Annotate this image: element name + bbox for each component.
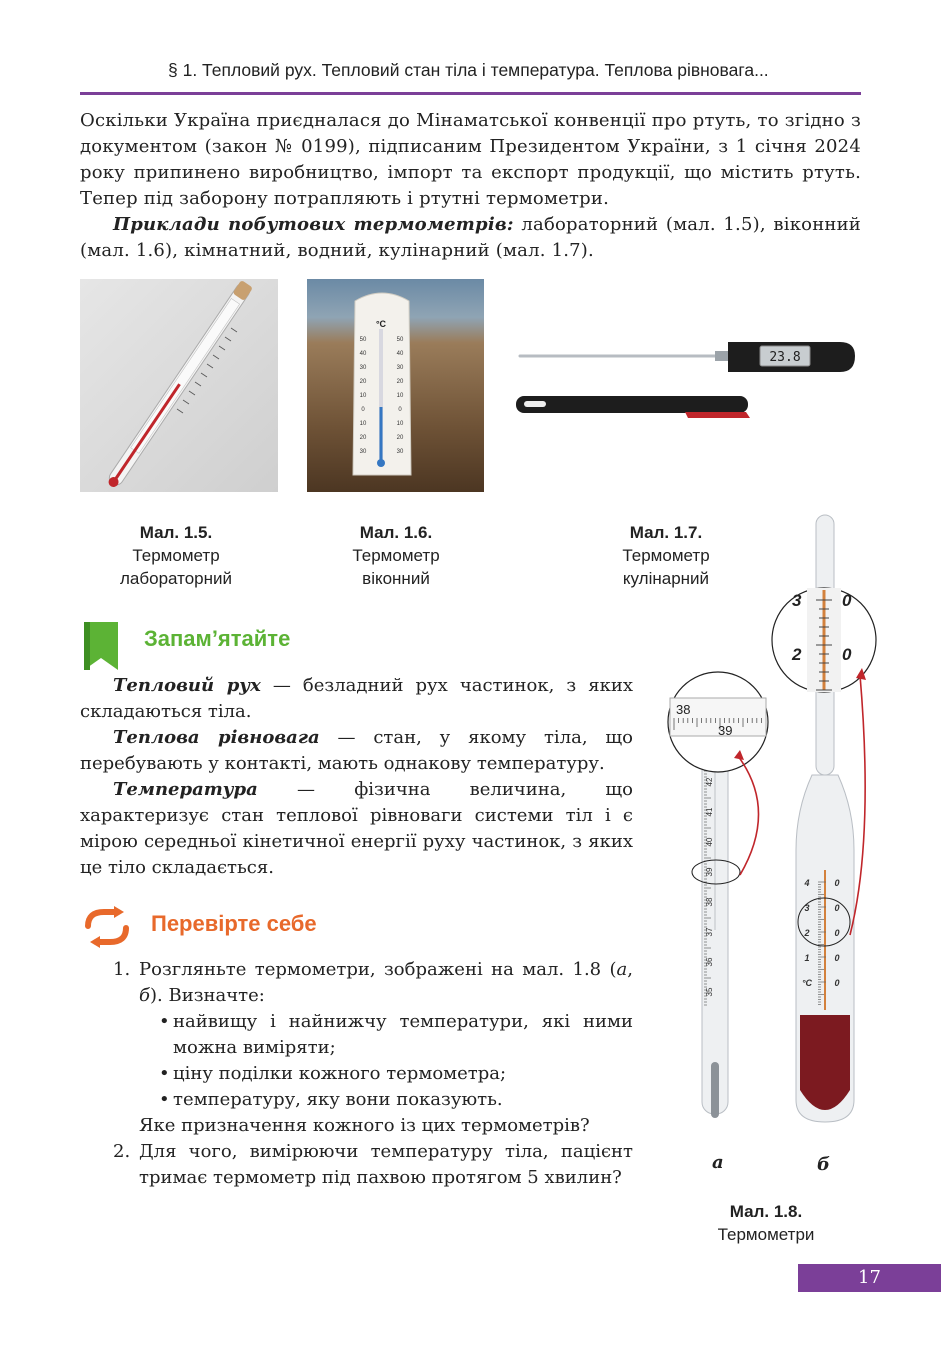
definition-text: — фізична величина, що характеризує стан теплової рівноваги системи тіл і є мірою середньої кінетичної енергії руху частинок, з яких це тіло складається. bbox=[80, 779, 633, 878]
zoom-b-label: 3 bbox=[792, 591, 802, 610]
question-text: Для чого, вимірюючи температуру тіла, пацієнт тримає термометр під пахвою протягом 5 хвилин? bbox=[139, 1141, 633, 1188]
figure-number: Мал. 1.6. bbox=[359, 523, 433, 542]
scale-label: 42 bbox=[705, 777, 714, 787]
culinary-display-value: 23.8 bbox=[769, 350, 801, 365]
scale-label: °C bbox=[801, 978, 813, 988]
figure-number: Мал. 1.8. bbox=[729, 1202, 803, 1221]
scale-label: 37 bbox=[705, 927, 714, 937]
remember-title: Запам’ятайте bbox=[144, 626, 291, 651]
scale-label: 50 bbox=[359, 337, 367, 343]
definition-text: — стан, у якому тіла, що перебувають у контакті, мають однакову температуру. bbox=[80, 727, 633, 774]
zoom-a-label-left: 38 bbox=[676, 702, 691, 717]
bullet-text: ціну поділки кожного термометра; bbox=[173, 1063, 507, 1084]
scale-label: 30 bbox=[359, 449, 367, 455]
zoom-b-label: 0 bbox=[842, 645, 852, 664]
scale-label: 41 bbox=[705, 807, 714, 817]
definition-thermal-equilibrium bbox=[80, 725, 633, 777]
figure-caption-1-8 bbox=[686, 1200, 846, 1246]
running-header: § 1. Тепловий рух. Тепловий стан тіла і температура. Теплова рівновага... bbox=[168, 60, 769, 80]
scale-label: 10 bbox=[396, 393, 404, 399]
page-number: 17 bbox=[798, 1264, 941, 1292]
question-text: Розгляньте термометри, зображені на мал. 1.8 ( bbox=[139, 959, 617, 980]
scale-label: 50 bbox=[396, 337, 404, 343]
scale-label: 3 bbox=[804, 903, 810, 913]
scale-label: 1 bbox=[804, 953, 810, 963]
scale-label: 20 bbox=[396, 435, 404, 441]
lab-thermometer-photo bbox=[80, 279, 278, 492]
scale-label: 38 bbox=[705, 897, 714, 907]
figure-caption-line: кулінарний bbox=[622, 569, 710, 588]
window-thermometer-photo bbox=[307, 279, 484, 492]
figure-caption-line: лабораторний bbox=[120, 569, 232, 588]
bullet-item bbox=[159, 1009, 633, 1061]
refresh-cycle-icon bbox=[80, 904, 134, 950]
figure-caption-line: Термометри bbox=[717, 1225, 815, 1244]
window-thermometer-illustration bbox=[307, 279, 484, 492]
scale-label: 0 bbox=[834, 978, 840, 988]
scale-label: 30 bbox=[396, 449, 404, 455]
intro-paragraph-1: Оскільки Україна приєдналася до Мінаматської конвенції про ртуть, то згідно з документом (закон № 0199), підписаним Президентом України, з 1 січня 2024 року припинено виробництво, імпорт та експорт продукції, що містить ртуть. Тепер під заборону потрапляють і ртутні термометри. bbox=[80, 110, 861, 209]
scale-label: 4 bbox=[804, 878, 810, 888]
scale-label: 0 bbox=[834, 878, 840, 888]
examples-list: лабораторний (мал. 1.5), віконний (мал. 1.6), кімнатний, водний, кулінарний (мал. 1.7). bbox=[80, 214, 861, 261]
definition-thermal-motion bbox=[80, 673, 633, 725]
term: Температура bbox=[113, 779, 258, 800]
bullet-item bbox=[159, 1087, 633, 1113]
zoom-a-label-right: 39 bbox=[718, 723, 733, 738]
examples-term: Приклади побутових термометрів: bbox=[113, 214, 514, 235]
scale-label: 0 bbox=[834, 953, 840, 963]
remember-definitions bbox=[80, 673, 633, 881]
scale-label: 10 bbox=[396, 421, 404, 427]
question-number: 1. bbox=[113, 959, 131, 980]
figure-letter-ref: а bbox=[616, 959, 628, 980]
culinary-thermometer-illustration bbox=[510, 330, 860, 430]
scale-label: 10 bbox=[359, 393, 367, 399]
question-text: ). Визначте: bbox=[150, 985, 265, 1006]
figure-letter-b: б bbox=[817, 1154, 830, 1175]
scale-label: 2 bbox=[804, 928, 810, 938]
definition-temperature bbox=[80, 777, 633, 881]
figure-caption-line: Термометр bbox=[132, 546, 220, 565]
scale-label: 39 bbox=[705, 867, 714, 877]
bullet-icon: • bbox=[159, 1011, 170, 1032]
figure-caption-line: віконний bbox=[362, 569, 430, 588]
scale-label: 10 bbox=[359, 421, 367, 427]
scale-label: 0 bbox=[834, 903, 840, 913]
check-yourself-title: Перевірте себе bbox=[151, 911, 317, 936]
header-divider bbox=[80, 92, 861, 95]
scale-label: 0 bbox=[834, 928, 840, 938]
scale-label: 30 bbox=[396, 365, 404, 371]
window-thermo-unit: °C bbox=[375, 319, 387, 329]
scale-label: 40 bbox=[359, 351, 367, 357]
figure-number: Мал. 1.5. bbox=[139, 523, 213, 542]
bullet-item bbox=[159, 1061, 633, 1087]
scale-label: 40 bbox=[396, 351, 404, 357]
figure-letter-a: а bbox=[712, 1152, 724, 1173]
figure-caption-line: Термометр bbox=[622, 546, 710, 565]
question-number: 2. bbox=[113, 1141, 131, 1162]
scale-label: 0 bbox=[361, 407, 365, 413]
term: Тепловий рух bbox=[113, 675, 261, 696]
figure-1-8-illustration bbox=[660, 510, 880, 1130]
zoom-b-label: 0 bbox=[842, 591, 852, 610]
figure-number: Мал. 1.7. bbox=[629, 523, 703, 542]
figure-caption-1-5 bbox=[96, 521, 256, 590]
question-followup: Яке призначення кожного із цих термометрів? bbox=[139, 1115, 590, 1136]
figure-caption-1-6 bbox=[316, 521, 476, 590]
figure-letter-ref: б bbox=[139, 985, 150, 1006]
bullet-text: температуру, яку вони показують. bbox=[173, 1089, 503, 1110]
scale-label: 30 bbox=[359, 365, 367, 371]
scale-label: 40 bbox=[705, 837, 714, 847]
scale-label: 35 bbox=[705, 987, 714, 997]
bullet-icon: • bbox=[159, 1063, 170, 1084]
bullet-text: найвищу і найнижчу температури, які ними можна виміряти; bbox=[173, 1011, 633, 1058]
definition-text: — безладний рух частинок, з яких складаються тіла. bbox=[80, 675, 633, 722]
scale-label: 20 bbox=[359, 379, 367, 385]
scale-label: 20 bbox=[396, 379, 404, 385]
term: Теплова рівновага bbox=[113, 727, 320, 748]
question-text: , bbox=[627, 959, 633, 980]
questions-list bbox=[113, 957, 633, 1191]
intro-text bbox=[80, 108, 861, 264]
zoom-b-label: 2 bbox=[792, 645, 802, 664]
bullet-icon: • bbox=[159, 1089, 170, 1110]
question-1 bbox=[113, 957, 633, 1139]
figure-caption-line: Термометр bbox=[352, 546, 440, 565]
bookmark-icon bbox=[80, 620, 122, 672]
question-2 bbox=[113, 1139, 633, 1191]
lab-thermometer-illustration bbox=[80, 279, 278, 492]
intro-paragraph-2 bbox=[80, 212, 861, 264]
scale-label: 0 bbox=[398, 407, 402, 413]
culinary-thermometer-photo bbox=[510, 330, 860, 430]
scale-label: 20 bbox=[359, 435, 367, 441]
scale-label: 36 bbox=[705, 957, 714, 967]
